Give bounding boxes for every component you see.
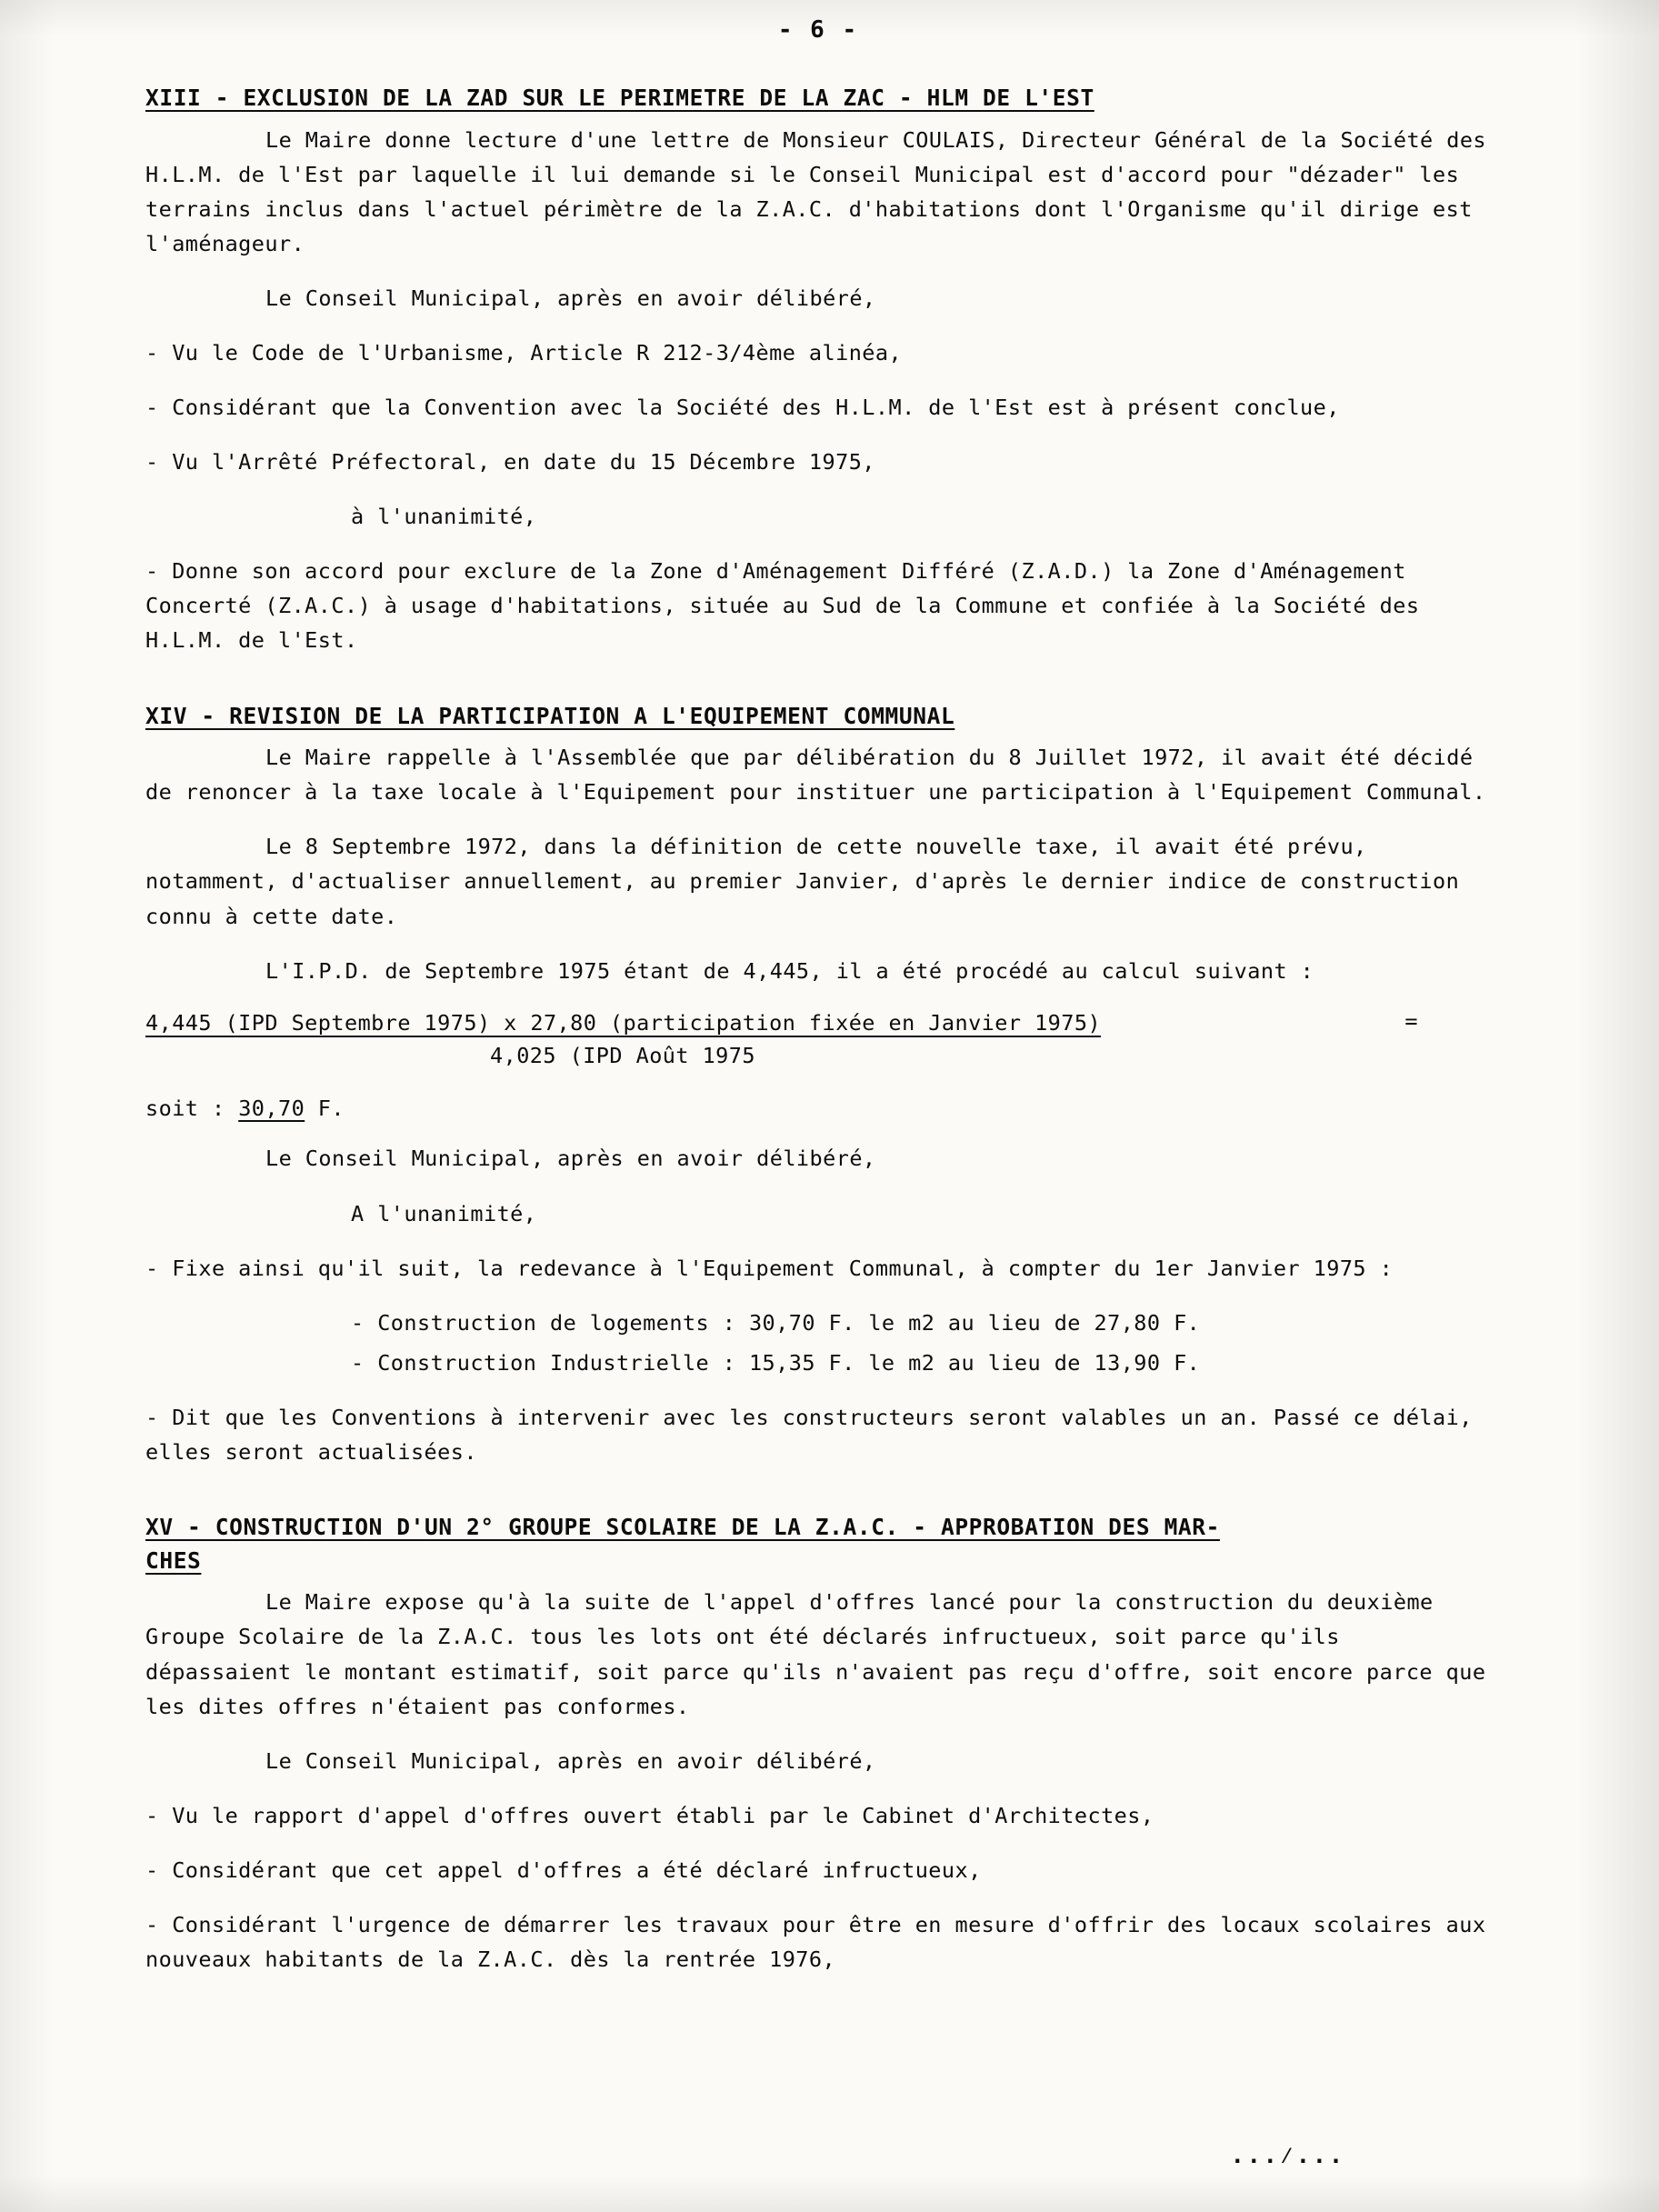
section-xv-deliberation: Le Conseil Municipal, après en avoir délibéré,	[265, 1747, 876, 1774]
page-number: - 6 -	[777, 16, 859, 44]
section-xiii-item-1: - Vu le Code de l'Urbanisme, Article R 212-3/4ème alinéa,	[145, 340, 903, 366]
formula-equals: =	[1404, 1007, 1418, 1034]
section-xiii-item-3: - Vu l'Arrêté Préfectoral, en date du 15 Décembre 1975,	[145, 449, 875, 475]
section-xv	[145, 1511, 1500, 1977]
section-xiii-item-2: - Considérant que la Convention avec la Société des H.L.M. de l'Est est à présent conclue,	[145, 395, 1340, 421]
section-xiv-bullet-2: - Construction Industrielle : 15,35 F. le m2 au lieu de 13,90 F.	[351, 1349, 1201, 1376]
section-xiv-paragraph-1: Le Maire rappelle à l'Assemblée que par délibération du 8 Juillet 1972, il avait été décidé de renoncer à la taxe locale à l'Equipement pour instituer une participation à l'Equipement Communal.	[145, 745, 1487, 806]
section-xiii-unanimity: à l'unanimité,	[351, 504, 537, 530]
section-xv-heading-text: XV - CONSTRUCTION D'UN 2° GROUPE SCOLAIRE DE LA Z.A.C. - APPROBATION DES MAR-	[145, 1513, 1220, 1540]
section-xiv-heading-text: XIV - REVISION DE LA PARTICIPATION A L'EQUIPEMENT COMMUNAL	[145, 702, 955, 729]
section-xv-paragraph-1: Le Maire expose qu'à la suite de l'appel d'offres lancé pour la construction du deuxième Groupe Scolaire de la Z.A.C. tous les lots ont été déclarés infructueux, soit parce qu'ils dépassaient le montant estimatif, soit parce qu'ils n'avaient pas reçu d'offre, soit encore parce que les dites offres n'étaient pas conformes.	[145, 1589, 1500, 1719]
document-page	[109, 0, 1527, 2212]
section-xiii-item-4: - Donne son accord pour exclure de la Zone d'Aménagement Différé (Z.A.D.) la Zone d'Aménagement Concerté (Z.A.C.) à usage d'habitations, située au Sud de la Commune et confiée à la Société des H.L.M. de l'Est.	[145, 558, 1434, 654]
section-xv-item-3: - Considérant l'urgence de démarrer les travaux pour être en mesure d'offrir des locaux scolaires aux nouveaux habitants de la Z.A.C. dès la rentrée 1976,	[145, 1911, 1500, 1972]
section-xiv-deliberation: Le Conseil Municipal, après en avoir délibéré,	[265, 1146, 876, 1172]
result-unit: F.	[305, 1096, 345, 1122]
section-xiv-heading	[145, 700, 1491, 734]
section-xiv-unanimity: A l'unanimité,	[351, 1200, 537, 1226]
continuation-marker: ...⁄...	[1230, 2142, 1345, 2168]
section-xiii-heading	[145, 82, 1491, 115]
section-xiii	[145, 82, 1500, 658]
section-xiv-item-1: - Fixe ainsi qu'il suit, la redevance à l'Equipement Communal, à compter du 1er Janvier 1975 :	[145, 1255, 1394, 1281]
section-xiii-paragraph-1: Le Maire donne lecture d'une lettre de Monsieur COULAIS, Directeur Général de la Société des H.L.M. de l'Est par laquelle il lui demande si le Conseil Municipal est d'accord pour "dézader" les terrains inclus dans l'actuel périmètre de la Z.A.C. d'habitations dont l'Organisme qu'il dirige est l'aménageur.	[145, 126, 1500, 256]
formula-numerator: 4,445 (IPD Septembre 1975) x 27,80 (participation fixée en Janvier 1975)	[145, 1009, 1102, 1036]
section-xiv-closing: - Dit que les Conventions à intervenir avec les constructeurs seront valables un an. Passé ce délai, elles seront actualisées.	[145, 1404, 1486, 1465]
section-xiv-paragraph-2: Le 8 Septembre 1972, dans la définition de cette nouvelle taxe, il avait été prévu, notamment, d'actualiser annuellement, au premier Janvier, d'après le dernier indice de construction connu à cette date.	[145, 834, 1473, 929]
section-xiv-bullet-1: - Construction de logements : 30,70 F. le m2 au lieu de 27,80 F.	[351, 1309, 1201, 1336]
section-xv-heading-text-line2: CHES	[145, 1546, 202, 1574]
section-xv-item-1: - Vu le rapport d'appel d'offres ouvert établi par le Cabinet d'Architectes,	[145, 1802, 1154, 1828]
section-xiv-paragraph-3: L'I.P.D. de Septembre 1975 étant de 4,445, il a été procédé au calcul suivant :	[265, 957, 1314, 984]
section-xiii-heading-text: XIII - EXCLUSION DE LA ZAD SUR LE PERIMETRE DE LA ZAC - HLM DE L'EST	[145, 85, 1094, 111]
section-xiii-paragraph-2: Le Conseil Municipal, après en avoir délibéré,	[265, 285, 876, 311]
result-label: soit :	[145, 1096, 239, 1122]
section-xv-item-2: - Considérant que cet appel d'offres a été déclaré infructueux,	[145, 1857, 982, 1883]
calculation-result	[145, 1096, 1491, 1121]
section-xv-heading	[145, 1511, 1491, 1578]
formula-denominator: 4,025 (IPD Août 1975	[490, 1043, 755, 1069]
section-xiv	[145, 700, 1491, 1469]
document-body	[145, 64, 1500, 1997]
calculation-formula	[145, 1006, 1491, 1073]
result-value: 30,70	[238, 1096, 305, 1122]
